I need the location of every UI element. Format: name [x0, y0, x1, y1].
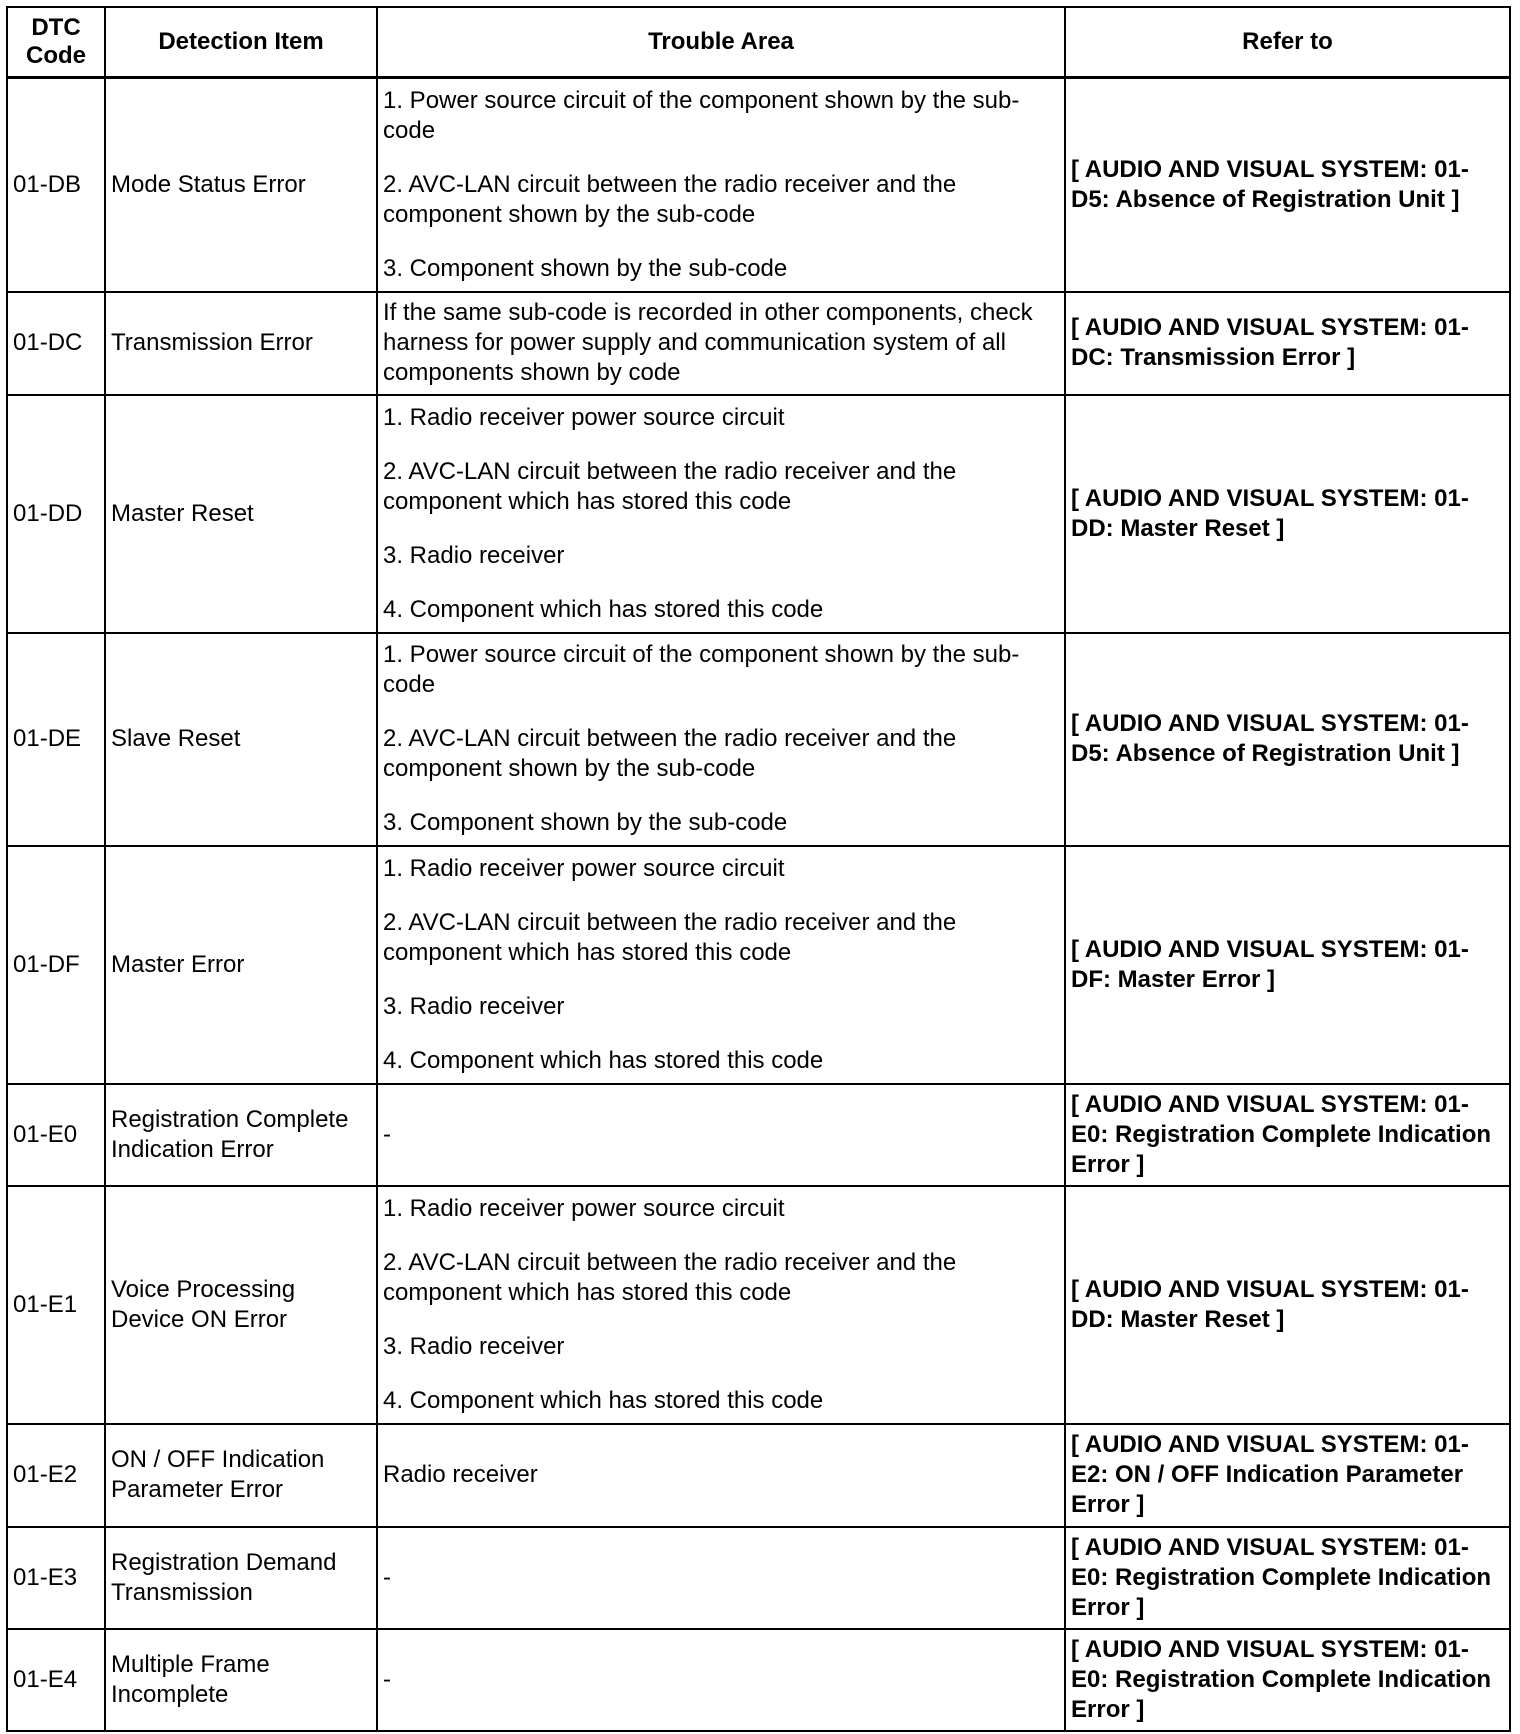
- table-row: [7, 78, 1510, 292]
- refer-to-cell: [ AUDIO AND VISUAL SYSTEM: 01-D5: Absence of Registration Unit ]: [1065, 633, 1510, 846]
- refer-to-cell: [ AUDIO AND VISUAL SYSTEM: 01-E0: Registration Complete Indication Error ]: [1065, 1629, 1510, 1731]
- trouble-area-paragraph: 4. Component which has stored this code: [383, 1046, 824, 1074]
- trouble-area-paragraph: 2. AVC-LAN circuit between the radio receiver and the component which has stored this code: [383, 457, 957, 515]
- table-body: [7, 78, 1510, 1731]
- refer-to-cell: [ AUDIO AND VISUAL SYSTEM: 01-DF: Master Error ]: [1065, 846, 1510, 1084]
- trouble-area-cell: [377, 1629, 1065, 1731]
- detection-item-cell: Transmission Error: [105, 292, 377, 395]
- header-refer-to: Refer to: [1065, 7, 1510, 78]
- trouble-area-paragraph: 1. Power source circuit of the component shown by the sub-code: [383, 86, 1020, 144]
- trouble-area-paragraph: 3. Component shown by the sub-code: [383, 254, 788, 282]
- dtc-code-cell: 01-DF: [7, 846, 105, 1084]
- trouble-area-paragraph: Radio receiver: [383, 1461, 538, 1488]
- trouble-area-cell: [377, 1186, 1065, 1424]
- header-trouble-area: Trouble Area: [377, 7, 1065, 78]
- trouble-area-paragraph: -: [383, 1120, 391, 1148]
- trouble-area-paragraph: 1. Radio receiver power source circuit: [383, 403, 785, 431]
- refer-to-cell: [ AUDIO AND VISUAL SYSTEM: 01-E2: ON / OFF Indication Parameter Error ]: [1065, 1424, 1510, 1527]
- trouble-area-cell: [377, 846, 1065, 1084]
- trouble-area-cell: [377, 1084, 1065, 1186]
- trouble-area-cell: [377, 395, 1065, 633]
- trouble-area-paragraph: 4. Component which has stored this code: [383, 1386, 824, 1414]
- trouble-area-paragraph: 3. Radio receiver: [383, 992, 565, 1020]
- trouble-area-paragraph: 2. AVC-LAN circuit between the radio receiver and the component which has stored this code: [383, 908, 957, 966]
- trouble-area-paragraph: 2. AVC-LAN circuit between the radio receiver and the component shown by the sub-code: [383, 725, 957, 782]
- table-row: [7, 1527, 1510, 1629]
- table-row: [7, 1186, 1510, 1424]
- refer-to-cell: [ AUDIO AND VISUAL SYSTEM: 01-DD: Master Reset ]: [1065, 395, 1510, 633]
- refer-to-cell: [ AUDIO AND VISUAL SYSTEM: 01-E0: Registration Complete Indication Error ]: [1065, 1084, 1510, 1186]
- dtc-code-cell: 01-DE: [7, 633, 105, 846]
- refer-to-cell: [ AUDIO AND VISUAL SYSTEM: 01-E0: Registration Complete Indication Error ]: [1065, 1527, 1510, 1629]
- dtc-table-container: [6, 6, 1511, 1732]
- detection-item-cell: Registration Demand Transmission: [105, 1527, 377, 1629]
- detection-item-cell: Master Error: [105, 846, 377, 1084]
- table-row: [7, 292, 1510, 395]
- trouble-area-paragraph: 3. Radio receiver: [383, 541, 565, 569]
- trouble-area-paragraph: 1. Power source circuit of the component shown by the sub-code: [383, 641, 1020, 698]
- trouble-area-paragraph: 4. Component which has stored this code: [383, 595, 824, 623]
- refer-to-cell: [ AUDIO AND VISUAL SYSTEM: 01-D5: Absence of Registration Unit ]: [1065, 78, 1510, 292]
- trouble-area-paragraph: 2. AVC-LAN circuit between the radio receiver and the component which has stored this code: [383, 1248, 957, 1306]
- trouble-area-paragraph: 2. AVC-LAN circuit between the radio receiver and the component shown by the sub-code: [383, 170, 957, 228]
- refer-to-cell: [ AUDIO AND VISUAL SYSTEM: 01-DC: Transmission Error ]: [1065, 292, 1510, 395]
- dtc-code-cell: 01-DB: [7, 78, 105, 292]
- header-detection-item: Detection Item: [105, 7, 377, 78]
- table-row: [7, 633, 1510, 846]
- trouble-area-paragraph: 1. Radio receiver power source circuit: [383, 854, 785, 882]
- detection-item-cell: Mode Status Error: [105, 78, 377, 292]
- dtc-table: [6, 6, 1511, 1732]
- table-row: [7, 395, 1510, 633]
- dtc-code-cell: 01-E0: [7, 1084, 105, 1186]
- header-dtc-code: DTC Code: [7, 7, 105, 78]
- trouble-area-paragraph: If the same sub-code is recorded in other components, check harness for power supply and communication system of all components shown by code: [383, 299, 1033, 386]
- dtc-code-cell: 01-E4: [7, 1629, 105, 1731]
- table-header-row: [7, 7, 1510, 78]
- trouble-area-paragraph: -: [383, 1563, 391, 1591]
- trouble-area-cell: [377, 292, 1065, 395]
- trouble-area-paragraph: 1. Radio receiver power source circuit: [383, 1194, 785, 1222]
- dtc-code-cell: 01-DC: [7, 292, 105, 395]
- dtc-code-cell: 01-E3: [7, 1527, 105, 1629]
- refer-to-cell: [ AUDIO AND VISUAL SYSTEM: 01-DD: Master Reset ]: [1065, 1186, 1510, 1424]
- detection-item-cell: ON / OFF Indication Parameter Error: [105, 1424, 377, 1527]
- trouble-area-cell: [377, 633, 1065, 846]
- trouble-area-paragraph: 3. Radio receiver: [383, 1332, 565, 1360]
- table-row: [7, 1084, 1510, 1186]
- table-row: [7, 1424, 1510, 1527]
- table-row: [7, 1629, 1510, 1731]
- detection-item-cell: Slave Reset: [105, 633, 377, 846]
- detection-item-cell: Registration Complete Indication Error: [105, 1084, 377, 1186]
- dtc-code-cell: 01-E1: [7, 1186, 105, 1424]
- detection-item-cell: Master Reset: [105, 395, 377, 633]
- dtc-code-cell: 01-E2: [7, 1424, 105, 1527]
- trouble-area-cell: [377, 78, 1065, 292]
- table-row: [7, 846, 1510, 1084]
- trouble-area-cell: [377, 1424, 1065, 1527]
- trouble-area-paragraph: 3. Component shown by the sub-code: [383, 809, 788, 836]
- detection-item-cell: Voice Processing Device ON Error: [105, 1186, 377, 1424]
- trouble-area-paragraph: -: [383, 1665, 391, 1693]
- trouble-area-cell: [377, 1527, 1065, 1629]
- detection-item-cell: Multiple Frame Incomplete: [105, 1629, 377, 1731]
- dtc-code-cell: 01-DD: [7, 395, 105, 633]
